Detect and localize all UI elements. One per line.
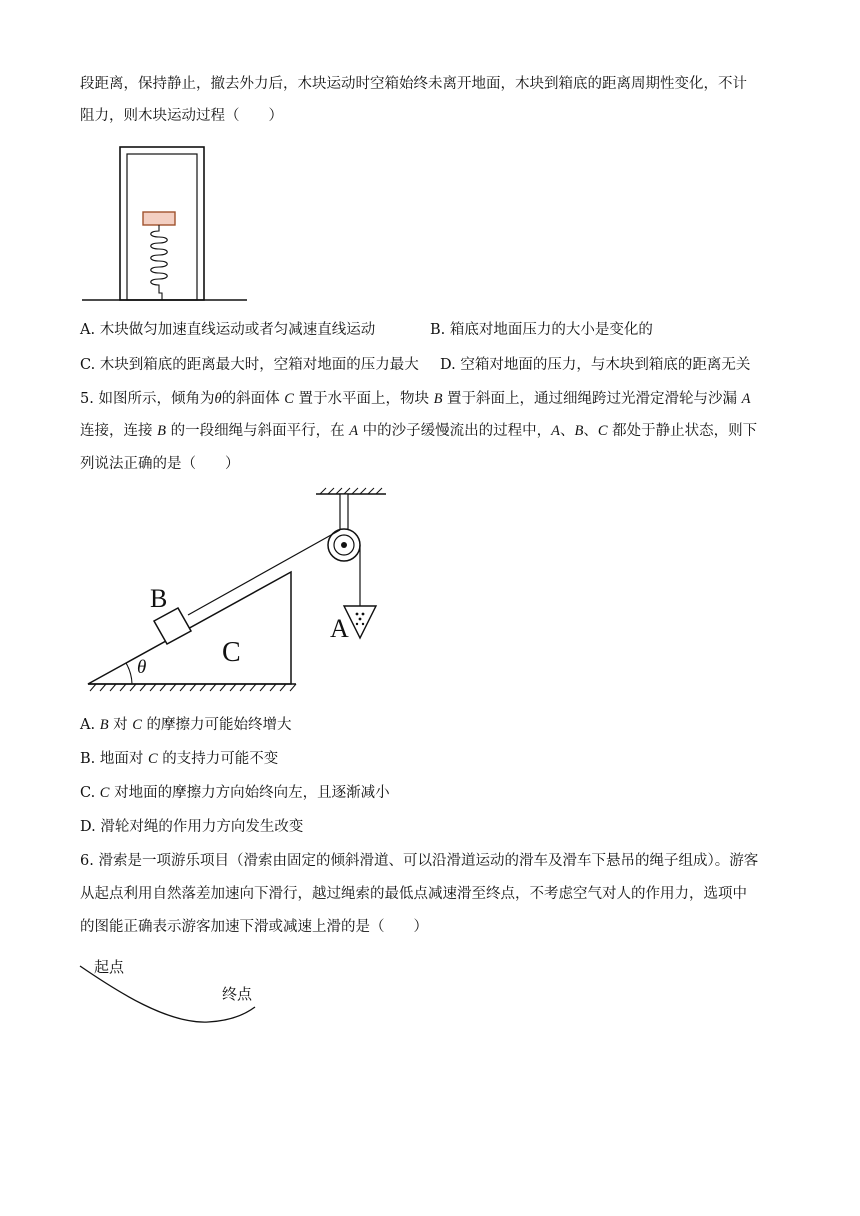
q4-option-b: B. 箱底对地面压力的大小是变化的 (430, 322, 653, 338)
q4-option-a: A. 木块做匀加速直线运动或者匀减速直线运动 (80, 322, 376, 338)
q5-option-d: D. 滑轮对绳的作用力方向发生改变 (80, 819, 304, 835)
q6-text-line-2: 从起点利用自然落差加速向下滑行，越过绳索的最低点减速滑至终点，不考虑空气对人的作用力，选项中 (80, 886, 747, 902)
figure-label-c: C (222, 637, 241, 668)
q4-text-line-2: 阻力，则木块运动过程（ ） (80, 108, 283, 124)
q6-text-line-3: 的图能正确表示游客加速下滑或减速上滑的是（ ） (80, 919, 428, 935)
q5-option-a: A. B 对 C 的摩擦力可能始终增大 (80, 717, 292, 733)
q6-text-line-1: 6. 滑索是一项游乐项目（滑索由固定的倾斜滑道、可以沿滑道运动的滑车及滑车下悬吊的绳子组成）。游客 (80, 853, 759, 869)
q5-incline-pulley-figure (80, 488, 420, 703)
figure-label-a: A (330, 614, 349, 643)
q5-text-line-3: 列说法正确的是（ ） (80, 456, 240, 472)
q4-box-spring-figure (82, 143, 252, 303)
figure-label-b: B (150, 584, 168, 613)
q5-option-b: B. 地面对 C 的支持力可能不变 (80, 751, 279, 767)
q4-option-c: C. 木块到箱底的距离最大时，空箱对地面的压力最大 (80, 357, 419, 373)
q5-text-line-1: 5. 如图所示，倾角为θ的斜面体 C 置于水平面上，物块 B 置于斜面上，通过细绳跨过光滑定滑轮与沙漏 A (80, 391, 751, 407)
end-label: 终点 (222, 985, 253, 1003)
start-label: 起点 (94, 958, 125, 976)
q5-text-line-2: 连接，连接 B 的一段细绳与斜面平行，在 A 中的沙子缓慢流出的过程中，A、B、C 都处于静止状态，则下 (80, 423, 758, 439)
figure-label-theta: θ (137, 657, 147, 678)
q6-zipline-figure (78, 952, 278, 1032)
q5-option-c: C. C 对地面的摩擦力方向始终向左，且逐渐减小 (80, 785, 390, 801)
q4-text-line-1: 段距离，保持静止，撤去外力后，木块运动时空箱始终未离开地面，木块到箱底的距离周期性变化，不计 (80, 76, 747, 92)
q4-option-d: D. 空箱对地面的压力，与木块到箱底的距离无关 (440, 357, 751, 373)
